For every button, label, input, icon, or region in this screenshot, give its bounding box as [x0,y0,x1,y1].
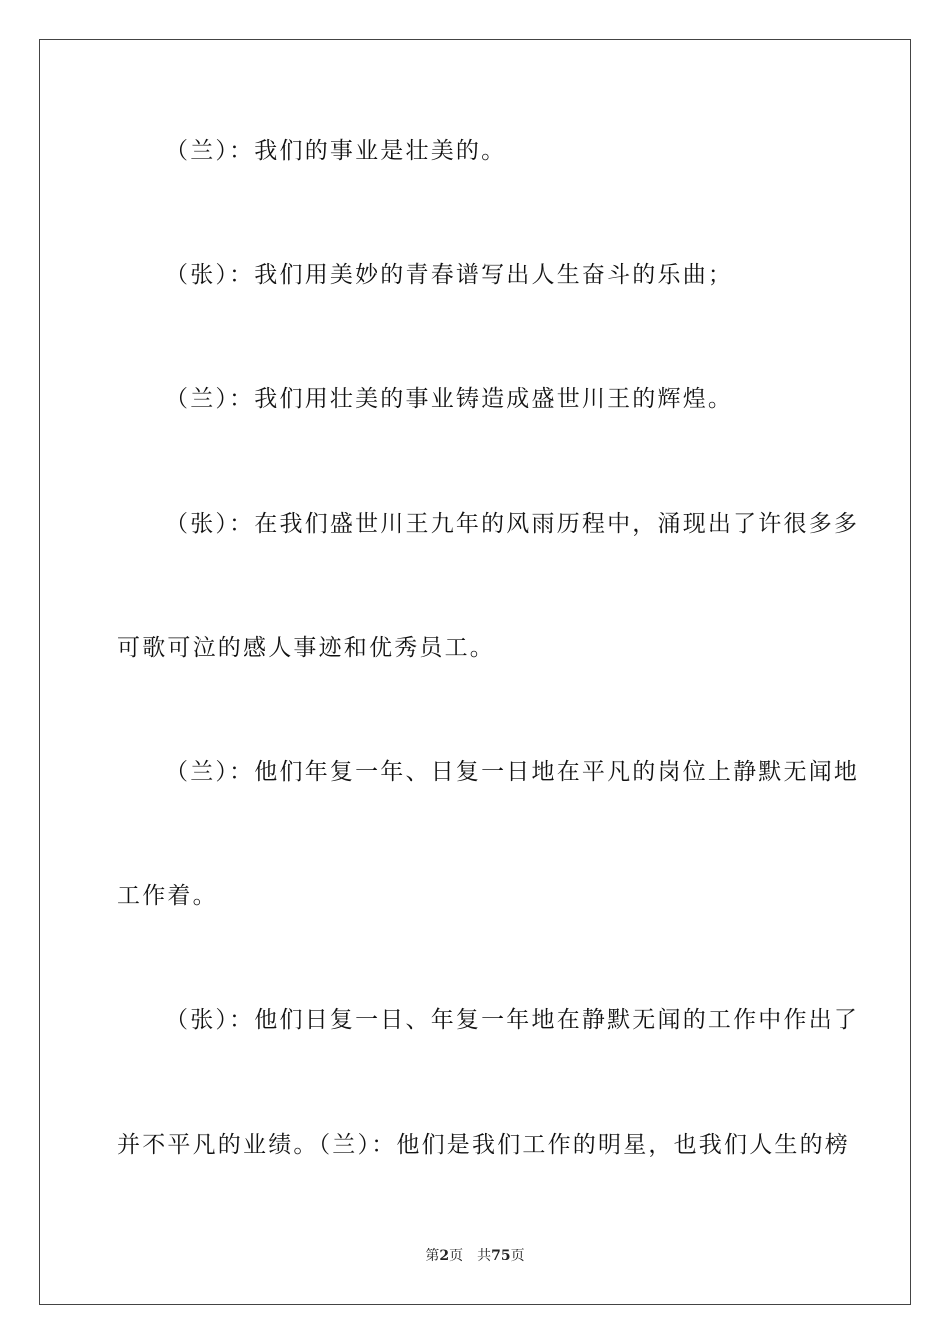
total-pages-number: 75 [491,1248,511,1264]
page-frame [39,39,911,1305]
text-line-8: （张）：他们日复一日、年复一年地在静默无闻的工作中作出了 [165,1007,860,1033]
footer-total-suffix: 页 [510,1248,525,1264]
text-line-3: （兰）：我们用壮美的事业铸造成盛世川王的辉煌。 [165,386,734,412]
text-line-6: （兰）：他们年复一年、日复一日地在平凡的岗位上静默无闻地 [165,759,860,785]
text-line-4: （张）：在我们盛世川王九年的风雨历程中，涌现出了许很多多 [165,511,860,537]
text-line-2: （张）：我们用美妙的青春谱写出人生奋斗的乐曲； [165,262,734,288]
footer-total-prefix: 共 [477,1248,492,1264]
text-line-9: 并不平凡的业绩。（兰）：他们是我们工作的明星，也我们人生的榜 [117,1132,850,1158]
text-line-5: 可歌可泣的感人事迹和优秀员工。 [117,635,495,661]
current-page-number: 2 [439,1248,450,1264]
text-line-1: （兰）：我们的事业是壮美的。 [165,138,507,164]
text-line-7: 工作着。 [117,883,218,909]
footer-prefix: 第 [425,1248,440,1264]
page-footer [0,1247,950,1265]
footer-page-suffix: 页 [449,1248,464,1264]
